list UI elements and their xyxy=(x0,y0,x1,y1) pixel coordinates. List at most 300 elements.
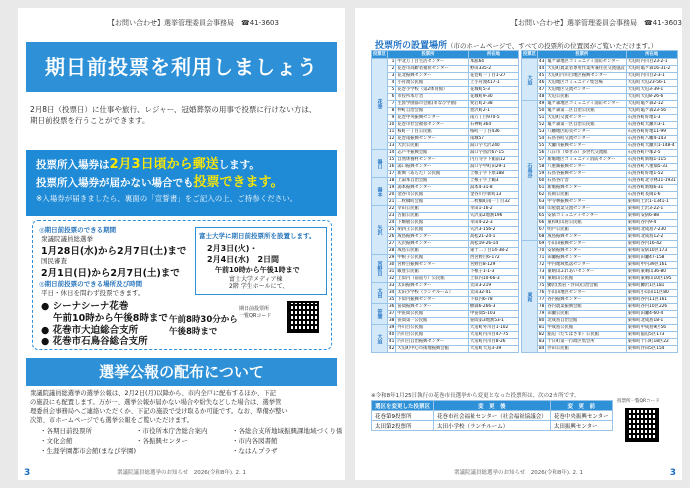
address-cell: 南城57 xyxy=(468,136,518,143)
number-cell: 4 xyxy=(387,80,395,87)
schedule-box: ◎期日前投票のできる期間 衆議院議員総選挙 1月28日(水)から2月7日(土)まで 国民審査 2月1日(日)から2月7日(土)まで ◎期日前投票のできる場所及び時間 平日・休日を問わず投票できます。 ● シーナシーナ花巻 午前10時から午後8時まで ● 花巻市大迫総合支所 ● 花巻市石鳥谷総合支所 午前8時30分から 午後8時まで 富士大学に期日前投票所を設置します。 2月3日(火)・ 2月4日(水) 2日間 午前10時から午後1時まで 富士大学メディア棟 2階 学生ホールにて、 期日前投票所 一覧QRコード xyxy=(32,220,332,350)
number-cell: 69 xyxy=(538,241,545,246)
address-cell: 東和町安俵6-88 xyxy=(626,213,677,220)
table-row xyxy=(372,94,519,101)
table-row xyxy=(522,164,678,171)
page-footer: 衆議院議員総選挙のお知らせ 2026(令和8年). 2. 1 xyxy=(116,470,247,476)
number-cell: 32 xyxy=(388,276,395,281)
place-cell: 大迫公民館 xyxy=(546,94,626,101)
district-cell: 花巻 xyxy=(372,59,388,150)
polling-table-right xyxy=(521,50,678,353)
place-cell: 安俵振興センター xyxy=(546,248,626,255)
number-cell: 16 xyxy=(388,164,395,169)
place-cell: 古館公民館 xyxy=(396,213,469,220)
address-cell: 東和町土沢1-1341-1 xyxy=(626,199,677,206)
address-cell: 大迫町内川目2-3-1 xyxy=(626,73,677,80)
address-cell: 下根子1-1-3 xyxy=(468,269,518,276)
address-cell: 東十二丁目14-38-2 xyxy=(468,248,518,255)
district-cell: 笹間 xyxy=(372,304,388,325)
address-cell: 東和町谷内16-42 xyxy=(626,241,677,248)
table-row xyxy=(372,311,519,318)
table-row xyxy=(372,80,519,87)
number-cell: 63 xyxy=(538,199,545,204)
table-row xyxy=(372,164,519,171)
address-cell: 大迫町大迫8-26-6 xyxy=(626,94,677,101)
number-cell: 66 xyxy=(538,220,545,225)
place-cell: 明戸公民館 xyxy=(546,227,626,234)
place-cell: 舘迫（たてばさま）公民館 xyxy=(546,332,626,339)
place-cell: 桜町一丁目公民館 xyxy=(396,129,469,136)
address-cell: 金谷川字新町13 xyxy=(468,192,518,199)
address-cell: 花城町9-30 xyxy=(468,94,518,101)
table-cell: 花巻第9投票所 xyxy=(372,411,434,421)
number-cell: 24 xyxy=(388,220,395,225)
table-cell: 花巻市社会福祉センター（社会福祉協議会） xyxy=(434,411,551,421)
table-row xyxy=(372,318,519,325)
place-cell: 東晴山ふれあいセンター xyxy=(546,269,626,276)
address-cell: 東和町安俵10区173 xyxy=(626,248,677,255)
table-row xyxy=(372,87,519,94)
place-cell: 上似内（前道り）公民館 xyxy=(396,276,469,283)
table-row xyxy=(372,234,519,241)
number-cell: 27 xyxy=(388,241,395,246)
address-cell: 西宮野目6-172 xyxy=(468,255,518,262)
table-row xyxy=(522,227,678,234)
table-row xyxy=(522,136,678,143)
number-cell: 5 xyxy=(387,87,395,94)
place-cell: 小山田地区センター xyxy=(546,290,626,297)
place-cell: 小舟渡公民館 xyxy=(396,80,469,87)
place-cell: 太田振興センター xyxy=(396,283,469,290)
address-cell: 南万丁目970-5 xyxy=(468,115,518,122)
number-cell: 21 xyxy=(388,199,395,204)
table-row xyxy=(372,122,519,129)
district-cell: 湯本 xyxy=(372,178,388,206)
address-cell: 石鳥谷町八幡4-143 xyxy=(626,136,677,143)
address-cell: 大迫町内川目23-2-1 xyxy=(626,59,677,66)
address-cell: 石鳥谷町戸塚2-5 xyxy=(626,150,677,157)
table-row xyxy=(372,73,519,80)
place-cell: 亀ケ森地区コミュニティ消防センター xyxy=(546,101,626,108)
number-cell: 49 xyxy=(538,101,545,106)
address-cell: 石鳥谷町好地1-3 xyxy=(626,115,677,122)
column-header: 変 更 前 xyxy=(550,401,612,411)
address-cell: 大迫町大迫3-39-1 xyxy=(626,87,677,94)
number-cell: 2 xyxy=(387,66,395,73)
address-cell: 石鳥谷町好地1-52 xyxy=(626,171,677,178)
place-cell: 新興（あらた）公民館 xyxy=(396,171,469,178)
number-cell: 14 xyxy=(388,150,395,155)
place-cell: 下駒板公民館 xyxy=(396,220,469,227)
address-cell: 大迫町内川目8-26 xyxy=(468,339,518,346)
number-cell: 38 xyxy=(388,318,395,323)
number-cell: 75 xyxy=(538,283,545,288)
address-cell: 石神町364 xyxy=(468,122,518,129)
number-cell: 59 xyxy=(538,171,545,176)
address-cell: 東和町小山田11区80 xyxy=(626,290,677,297)
table-row xyxy=(522,346,678,353)
number-cell: 7 xyxy=(387,101,395,108)
number-cell: 3 xyxy=(387,73,395,80)
number-cell: 12 xyxy=(388,136,395,141)
place-cell: 金谷川公民館 xyxy=(396,192,469,199)
place-cell: 太田小学校（ランチルーム） xyxy=(396,290,469,297)
address-cell: 大迫町大迫3-39 xyxy=(468,346,518,353)
table-row xyxy=(372,332,519,339)
address-cell: 幸田4-22-3 xyxy=(468,220,518,227)
place-cell: 花北振興センター xyxy=(396,73,469,80)
number-cell: 58 xyxy=(538,164,545,169)
number-cell: 52 xyxy=(538,122,545,127)
address-cell: 大迫町大迫23-56-1 xyxy=(626,80,677,87)
table-row xyxy=(372,262,519,269)
address-cell: 東和町十日町18区22 xyxy=(626,339,677,346)
number-cell: 80 xyxy=(538,318,545,323)
address-cell: 湯口字鳥沢67-15 xyxy=(468,150,518,157)
place-cell: 山屋農業交流センター xyxy=(546,206,626,213)
table-row xyxy=(522,143,678,150)
place-cell: 鱒沢(黒岩・浮田)自治会館 xyxy=(546,283,626,290)
column-header: 所在地 xyxy=(468,51,518,59)
table-row xyxy=(372,185,519,192)
place-cell: 東晴山公民館 xyxy=(546,276,626,283)
address-cell: 大迫町外川目1-102 xyxy=(468,325,518,332)
district-cell: 湯口 xyxy=(372,150,388,178)
address-cell: 大迫町亀ケ森2-12 xyxy=(626,101,677,108)
place-cell: 花巻小学校（第2体育館） xyxy=(396,87,469,94)
ticket-banner: 投票所入場券は2月3日頃から郵送します。 投票所入場券が届かない場合でも投票できます。 ※入場券が届きましたら、裏面の「宣誓書」をご記入の上、ご持参ください。 xyxy=(26,150,337,216)
gazette-text: 衆議院議員総選挙の選挙公報は、2月2日(月)以降から、市内全戸に配布するほか、下記 の施設にも配置します。万が一、選挙公報が届かない場合や紛失などした場合は、選挙管 理委員会事務局へご連絡いただくか、下記の施設で受け取るか可能です。なお、準備が整い 次第、市ホームページでも選挙公報をご覧いただけます。 xyxy=(30,390,288,424)
place-cell: 田瀬公民館 xyxy=(546,311,626,318)
number-cell: 68 xyxy=(538,234,545,239)
table-cell: 太田小学校（ランチルーム） xyxy=(434,421,551,431)
address-cell: 東和町土沢3-22-1 xyxy=(626,206,677,213)
place-cell: 湯口振興センター xyxy=(396,164,469,171)
address-cell: 野田335-2 xyxy=(468,66,518,73)
place-cell: 中内地域集落センター xyxy=(546,262,626,269)
place-cell: 二枚橋町会館 xyxy=(396,199,469,206)
address-cell: 東和町浮田5区154 xyxy=(626,346,677,353)
address-cell: 湯口字中町田29-1 xyxy=(468,164,518,171)
number-cell: 39 xyxy=(388,325,395,330)
address-cell: 東和町北成島12-2 xyxy=(626,234,677,241)
number-cell: 41 xyxy=(388,339,395,344)
table-row xyxy=(522,255,678,262)
table-row xyxy=(522,269,678,276)
table-row xyxy=(372,101,519,108)
number-cell: 25 xyxy=(388,227,395,232)
table-row xyxy=(372,269,519,276)
table-row xyxy=(372,66,519,73)
address-cell: 石鳥谷町大瀬川3-1 xyxy=(626,122,677,129)
page-footer: 衆議院議員総選挙のお知らせ 2026(令和8年). 2. 1 xyxy=(453,470,584,476)
number-cell: 47 xyxy=(538,87,545,92)
number-cell: 29 xyxy=(388,255,395,260)
place-cell: 湯本振興センター xyxy=(396,185,469,192)
place-cell: 谷内振興センター xyxy=(546,297,626,304)
table-row xyxy=(522,241,678,248)
place-cell: 小山田振興センター xyxy=(546,241,626,248)
place-cell: 自然休養村センター xyxy=(396,157,469,164)
column-header: 投票所 xyxy=(537,51,626,59)
number-cell: 73 xyxy=(538,269,545,274)
number-cell: 35 xyxy=(388,297,395,302)
intro-text: 2月8日（投票日）に仕事や旅行、レジャー、冠婚葬祭の用事で投票に行けない方は、 期日前投票を行うことができます。 xyxy=(30,105,317,125)
table-row xyxy=(372,304,519,311)
address-cell: 円万寺字下館前12 xyxy=(468,157,518,164)
number-cell: 11 xyxy=(388,129,395,134)
place-cell: 胡四王公民館 xyxy=(396,227,469,234)
number-cell: 51 xyxy=(538,115,545,120)
address-cell: 東和町谷内10区226 xyxy=(626,304,677,311)
table-row xyxy=(522,80,678,87)
table-row xyxy=(522,304,678,311)
table-row xyxy=(522,276,678,283)
polling-title: 投票所の設置場所（市のホームページで、すべての投票所の位置図がご覧いただけます。） xyxy=(375,41,658,51)
number-cell: 6 xyxy=(387,94,395,101)
table-row xyxy=(372,283,519,290)
column-header: 投票区 xyxy=(373,51,386,57)
address-cell: 上根子字上鶴3 xyxy=(468,178,518,185)
table-row xyxy=(522,283,678,290)
number-cell: 15 xyxy=(388,157,395,162)
place-cell: 大迫町農業者専用作業所兼住民交流施設 xyxy=(547,66,625,71)
address-cell: 東和町田瀬47-158 xyxy=(626,255,677,262)
table-row xyxy=(372,129,519,136)
number-cell: 78 xyxy=(538,304,545,309)
place-cell: 中寺林振興センター xyxy=(546,199,626,206)
number-cell: 60 xyxy=(538,178,545,183)
address-cell: 湯本4-31-8 xyxy=(468,185,518,192)
address-cell: 石鳥谷町新堀6-31 xyxy=(626,185,677,192)
address-cell: 太田32-41 xyxy=(468,290,518,297)
district-cell: 大迫 xyxy=(372,325,388,353)
number-cell: 8 xyxy=(387,108,395,115)
number-cell: 76 xyxy=(538,290,545,295)
table-row xyxy=(522,73,678,80)
place-cell: 花巻市社会福祉センター xyxy=(396,122,469,129)
change-note: ※令和8年1月25日執行の花巻市長選挙から変更となった投票所は、次の2カ所です。 xyxy=(371,393,580,399)
place-cell: 浮田公民館 xyxy=(546,346,626,353)
table-cell: 太田振興センター xyxy=(550,421,612,431)
table-row xyxy=(372,136,519,143)
place-cell: 笹間振興センター xyxy=(396,304,469,311)
number-cell: 44 xyxy=(538,66,545,71)
address-cell: 花巻町一丁目1-27 xyxy=(468,73,518,80)
table-row xyxy=(372,276,519,283)
number-cell: 42 xyxy=(388,346,395,351)
place-cell: 花巻中央振興センター xyxy=(396,115,469,122)
number-cell: 81 xyxy=(538,325,545,330)
address-cell: 豊沢町2-1 xyxy=(468,108,518,115)
district-cell: 太田 xyxy=(372,283,388,304)
number-cell: 37 xyxy=(388,311,395,316)
column-header: 投票区 xyxy=(523,51,536,57)
address-cell: 東和町谷内9-4 xyxy=(626,220,677,227)
place-cell: 八重畑振興センター xyxy=(546,164,626,171)
table-row xyxy=(372,421,613,431)
table-row xyxy=(372,255,519,262)
table-row xyxy=(522,87,678,94)
column-header: 選区を変更した投票区 xyxy=(372,401,434,411)
address-cell: 大迫町亀ケ森23-56 xyxy=(626,108,677,115)
number-cell: 43 xyxy=(538,59,545,64)
number-cell: 48 xyxy=(538,94,545,99)
table-row xyxy=(372,178,519,185)
number-cell: 83 xyxy=(538,339,545,344)
qr-code-icon[interactable] xyxy=(287,301,319,333)
place-cell: 亀ケ森地区コミュニティ消防センター xyxy=(546,59,626,66)
place-cell: 花巻南振興センター xyxy=(396,136,469,143)
district-cell: 東和 xyxy=(522,241,538,353)
table-row xyxy=(522,290,678,297)
place-cell: 八幡地区防災センター xyxy=(546,129,626,136)
table-row xyxy=(372,248,519,255)
district-cell: 矢沢 xyxy=(372,206,388,255)
table-row xyxy=(522,332,678,339)
table-row xyxy=(522,185,678,192)
number-cell: 13 xyxy=(388,143,395,148)
table-row xyxy=(522,115,678,122)
address-cell: 上根子字下原188 xyxy=(468,171,518,178)
address-cell: 上小舟渡417-1 xyxy=(468,80,518,87)
address-cell: 東和町鱒沢1区181 xyxy=(626,283,677,290)
place-cell: 長岡公民館 xyxy=(546,192,626,199)
table-row xyxy=(372,325,519,332)
place-cell: 大迫地区コミュニティ集会場 xyxy=(546,80,626,87)
table-row xyxy=(522,297,678,304)
address-cell: 東和町東晴山10区195 xyxy=(626,276,677,283)
place-cell: 中笹間公民館 xyxy=(396,311,469,318)
address-cell: 高松19-26-14 xyxy=(468,241,518,248)
number-cell: 18 xyxy=(388,178,395,183)
table-row xyxy=(522,157,678,164)
number-cell: 53 xyxy=(538,129,545,134)
table-row xyxy=(522,339,678,346)
address-cell: 花城町5-3 xyxy=(468,87,518,94)
number-cell: 65 xyxy=(538,213,545,218)
table-row xyxy=(372,206,519,213)
number-cell: 70 xyxy=(538,248,545,253)
place-cell: 八日市（ゆきみ）多世代交流館 xyxy=(546,150,626,157)
table-cell: 太田第2投票所 xyxy=(372,421,434,431)
left-page xyxy=(18,8,345,480)
table-row xyxy=(522,192,678,199)
table-row xyxy=(372,241,519,248)
address-cell: 二枚橋町南一丁目32 xyxy=(468,199,518,206)
address-cell: 横森6-266-3 xyxy=(468,304,518,311)
table-row xyxy=(522,234,678,241)
number-cell: 57 xyxy=(538,157,545,162)
qr-code-icon[interactable] xyxy=(625,408,659,442)
number-cell: 20 xyxy=(388,192,395,197)
table-row xyxy=(522,101,678,108)
place-cell: 亀ケ森第一区自治公民館 xyxy=(546,122,626,129)
number-cell: 45 xyxy=(538,73,545,78)
address-cell: 石鳥谷町八重畑5-31 xyxy=(626,164,677,171)
number-cell: 22 xyxy=(388,206,395,211)
number-cell: 40 xyxy=(388,332,395,337)
place-cell: 中成島公民館 xyxy=(546,325,626,332)
address-cell: 石鳥谷町新堀1-115 xyxy=(626,157,677,164)
number-cell: 79 xyxy=(538,311,545,316)
table-row xyxy=(372,339,519,346)
number-cell: 50 xyxy=(538,108,545,113)
place-cell: 新堀地区コミュニティ消防センター xyxy=(546,157,626,164)
address-cell: 矢沢3-156-2 xyxy=(468,227,518,234)
address-cell: 高松21-24-1 xyxy=(468,234,518,241)
page-header: 【お問い合わせ】選挙管理委員会事務局 ☎41-3603 xyxy=(511,19,682,27)
table-row xyxy=(372,59,519,66)
polling-table-left xyxy=(371,50,519,353)
address-cell: 石鳥谷町長岡1-6 xyxy=(626,192,677,199)
number-cell: 54 xyxy=(538,136,545,141)
place-cell: 東和町山居公民館 xyxy=(546,220,626,227)
number-cell: 64 xyxy=(538,206,545,211)
table-row xyxy=(522,262,678,269)
place-cell: 安俵コミュニティセンター xyxy=(546,213,626,220)
address-cell: 笹間第3地割53-1 xyxy=(468,318,518,325)
number-cell: 55 xyxy=(538,143,545,148)
page-number: 3 xyxy=(669,468,676,478)
section-title: 選挙公報の配布について xyxy=(26,358,337,386)
place-cell: 上湯本自治会館 xyxy=(396,178,469,185)
column-header: 投票所 xyxy=(387,51,468,59)
address-cell: 桜町一丁目436 xyxy=(468,129,518,136)
place-cell: 大迫町中心市街地振興会館 xyxy=(396,346,469,353)
right-page: 【お問い合わせ】選挙管理委員会事務局 ☎41-3603 投票所の設置場所（市のホームページで、すべての投票所の位置図がご覧いただけます。） 投票区 投票所 所在地 花巻 1 中北万丁目生活センター 本舘64 2 花巻市高齢者福祉センター 野田335-2 3 花北振興センター 花巻町一丁目1-27 4 小舟渡公民館 上小舟渡417-1 5 花巻小学校（第2体育館） 花城町5-3 6 市役所本庁舎 花城町9-30 7 生涯学園都市会館(まなび学園) 愛宕町2-38 8 仲町自治会館 豊沢町2-1 9 花巻中央振興センター 南万丁目970-5 10 花巻市社会福祉センター 石神町364 11 桜町一丁目公民館 桜町一丁目436 12 花巻南振興センター 南城57 13 大沢公民館 湯口字大沢240 湯口 14 志戸平振興会館 湯口字鳥沢67-15 15 自然休養村センター 円万寺字下館前12 16 湯口振興センター 湯口字中町田29-1 17 新興（あらた）公民館 上根子字下原188 湯本 18 上湯本自治会館 上根子字上鶴3 19 湯本振興センター 湯本4-31-8 20 金谷川公民館 金谷川字新町13 21 二枚橋町会館 二枚橋町南一丁目32 矢沢 22 幸田公民館 幸田1-16-2 23 古館公民館 矢沢第2地割196 24 下駒板公民館 幸田4-22-3 25 胡四王公民館 矢沢3-156-2 26 成島振興センター 高松21-24-1 27 矢沢振興センター 高松19-26-14 28 成島公民館 東十二丁目14-38-2 宮野目 29 中根子公民館 西宮野目6-172 30 宮野目振興センター 宮野目8-129 31 飯豊公民館 下根子1-1-3 32 上似内（前道り）公民館 上似内10-66-3 太田 33 太田振興センター 太田3-219 34 太田小学校（ランチルーム） 太田32-41 35 下似内振興センター 下似内6-78 笹間 36 笹間振興センター 横森6-266-3 37 中笹間公民館 中笹間5-103 38 笹間第一公民館 笹間第3地割53-1 大迫 39 外川目公民館 大迫町外川目1-102 40 内川目公民館 大迫町内川目47-75 41 内川目自治振興センター 大迫町内川目8-26 42 大迫町中心市街地振興会館 大迫町大迫3-39 投票区 投票所 所在地 大迫 43 亀ケ森地区コミュニティ消防センター 大迫町内川目23-2-1 44 大迫町農業者専用作業所兼住民交流施設 大迫町亀ケ森16-31-2 45 大迫町内川目地区振興センター 大迫町内川目2-3-1 46 大迫地区コミュニティ集会場 大迫町大迫23-56-1 47 大迫地区交流センター 大迫町大迫3-39-1 48 大迫公民館 大迫町大迫8-26-6 石鳥谷 49 亀ケ森地区コミュニティ消防センター 大迫町亀ケ森2-12 50 亀ケ森第二区自治公民館 大迫町亀ケ森23-56 51 大迫町交流センター 石鳥谷町好地1-3 52 亀ケ森第一区自治公民館 石鳥谷町大瀬川3-1 53 八幡地区防災センター 石鳥谷町好地11-99 54 石鳥谷町交流センター 石鳥谷町八幡4-143 55 大瀬川振興センター 石鳥谷町大瀬川1-148-4 56 八日市（ゆきみ）多世代交流館 石鳥谷町戸塚2-5 57 新堀地区コミュニティ消防センター 石鳥谷町新堀1-115 58 八重畑振興センター 石鳥谷町八重畑5-31 59 石鳥谷振興センター 石鳥谷町好地1-52 60 石鳥谷庁舎 石鳥谷町北寺林11-1931 61 新堀振興センター 石鳥谷町新堀6-31 62 長岡公民館 石鳥谷町長岡1-6 63 中寺林振興センター 東和町土沢1-1341-1 64 山屋農業交流センター 東和町土沢3-22-1 65 安俵コミュニティセンター 東和町安俵6-88 66 東和町山居公民館 東和町谷内9-4 67 明戸公民館 東和町北成島7-230 68 成島振興センター 東和町北成島12-2 東和 69 小山田振興センター 東和町谷内16-42 70 安俵振興センター 東和町安俵10区173 71 田瀬振興センター 東和町田瀬47-158 72 中内地域集落センター 東和町中内39区161 73 東晴山ふれあいセンター 東和町東晴山36-80 74 東晴山公民館 東和町東晴山10区195 75 鱒沢(黒岩・浮田)自治会館 東和町鱒沢1区181 76 小山田地区センター 東和町小山田11区80 77 谷内振興センター 東和町谷内11区161 78 谷内農業振興会館 東和町谷内10区226 79 田瀬公民館 東和町田瀬4-60-4 80 北成島自治会館 東和町北成島18-1 81 中成島公民館 東和町中成島9区56 82 舘迫（たてばさま）公民館 東和町舘迫5区173 83 十日町第一行政区集会所 東和町十日町18区22 84 浮田公民館 東和町浮田5区154 ※令和8年1月25日執行の花巻市長選挙から変更となった投票所は、次の2カ所です。 選区を変更した投票区 変 更 後 変 更 前 花巻第9投票所 花巻市社会福祉センター（社会福祉協議会） 花巻中央振興センター 太田第2投票所 太田小学校（ランチルーム） 太田振興センター 投票所一覧QRコード 衆議院議員総選挙のお知らせ 2026(令和8年). 2. 1 3 xyxy=(355,8,682,480)
number-cell: 84 xyxy=(538,346,545,351)
table-row xyxy=(522,248,678,255)
address-cell: 東和町北成島18-1 xyxy=(626,318,677,325)
place-cell: 大迫町内川目地区振興センター xyxy=(546,73,626,80)
table-row xyxy=(372,157,519,164)
table-row xyxy=(372,199,519,206)
address-cell: 石鳥谷町北寺林11-1931 xyxy=(627,178,676,183)
place-cell: 成島公民館 xyxy=(396,248,469,255)
table-row xyxy=(372,143,519,150)
address-cell: 東和町北成島7-230 xyxy=(626,227,677,234)
table-row xyxy=(372,227,519,234)
table-row xyxy=(372,192,519,199)
district-cell: 大迫 xyxy=(522,59,538,101)
place-cell: 大沢公民館 xyxy=(396,143,469,150)
address-cell: 大迫町内川目47-75 xyxy=(468,332,518,339)
address-cell: 矢沢第2地割196 xyxy=(468,213,518,220)
place-cell: 新堀振興センター xyxy=(546,185,626,192)
page-header: 【お問い合わせ】選挙管理委員会事務局 ☎41-3603 xyxy=(108,19,279,27)
table-row xyxy=(522,325,678,332)
place-cell: 田瀬振興センター xyxy=(546,255,626,262)
table-row xyxy=(372,150,519,157)
table-row xyxy=(372,171,519,178)
number-cell: 77 xyxy=(538,297,545,302)
number-cell: 30 xyxy=(388,262,395,267)
number-cell: 28 xyxy=(388,248,395,253)
place-cell: 矢沢振興センター xyxy=(396,241,469,248)
table-row xyxy=(522,122,678,129)
address-cell: 東和町中内39区161 xyxy=(626,262,677,269)
number-cell: 31 xyxy=(388,269,395,274)
number-cell: 71 xyxy=(538,255,545,260)
place-cell: 市役所本庁舎 xyxy=(396,94,469,101)
place-cell: 幸田公民館 xyxy=(396,206,469,213)
place-cell: 中北万丁目生活センター xyxy=(396,59,469,66)
column-header: 変 更 後 xyxy=(434,401,551,411)
address-cell: 下似内6-78 xyxy=(468,297,518,304)
number-cell: 1 xyxy=(387,59,395,66)
number-cell: 23 xyxy=(388,213,395,218)
